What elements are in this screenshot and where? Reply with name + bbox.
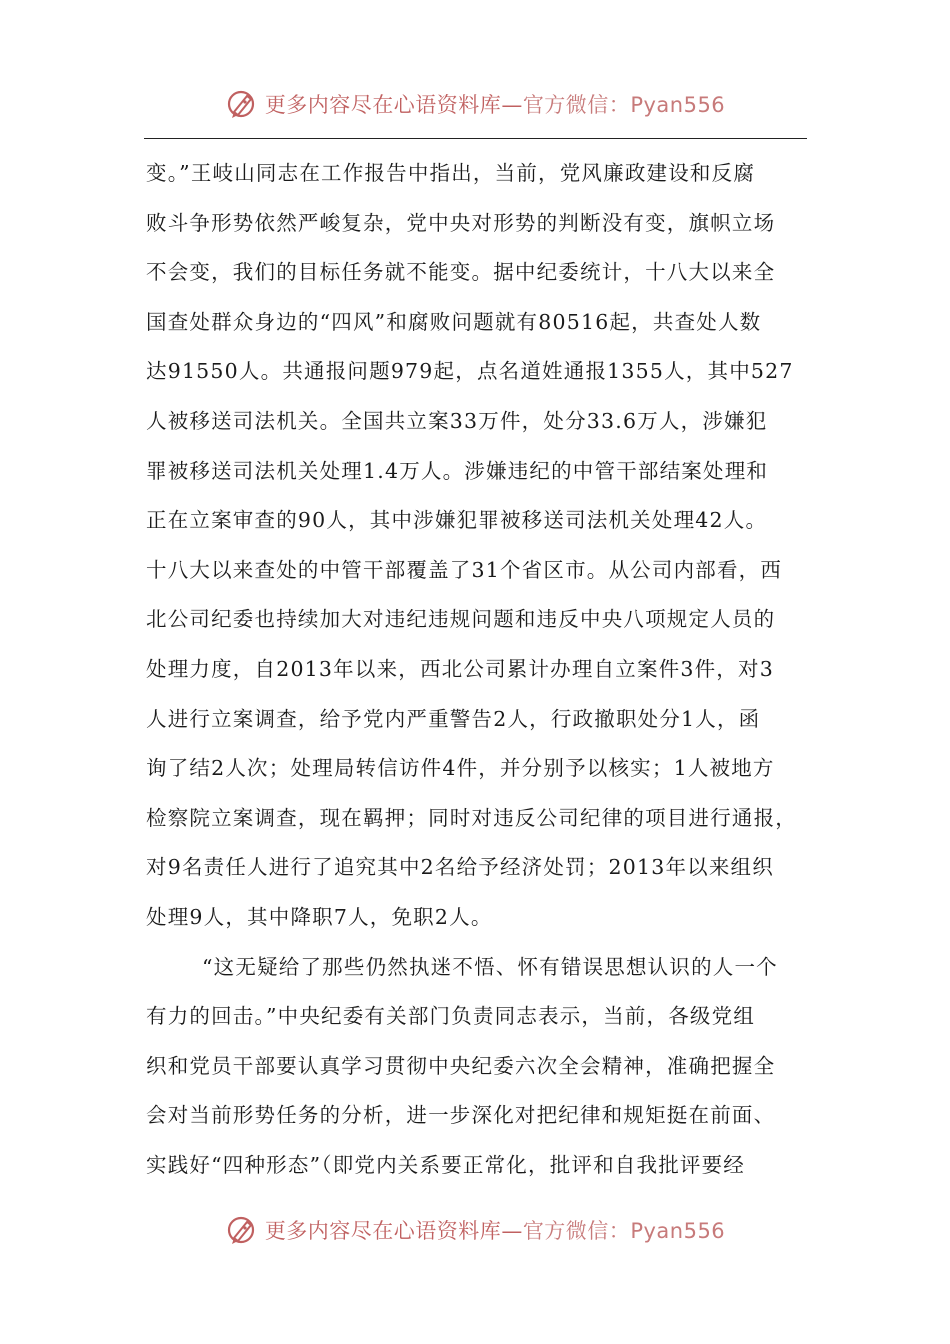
banner-prefix: 更多内容尽在心语资料库 <box>264 1219 502 1243</box>
text-line: 变。”王岐山同志在工作报告中指出，当前，党风廉政建设和反腐 <box>146 161 756 185</box>
banner-wechat-id: Pyan556 <box>630 1219 726 1243</box>
text-line: 达91550人。共通报问题979起，点名道姓通报1355人，其中527 <box>146 359 794 384</box>
banner-wechat-id: Pyan556 <box>630 93 726 117</box>
banner-dash: — <box>501 1219 523 1243</box>
text-line: 织和党员干部要认真学习贯彻中央纪委六次全会精神，准确把握全 <box>146 1053 776 1078</box>
text-line: 正在立案审查的90人，其中涉嫌犯罪被移送司法机关处理42人。 <box>146 508 768 533</box>
banner-text <box>265 1215 725 1245</box>
banner-dash: — <box>501 93 523 117</box>
header-divider <box>144 138 807 139</box>
text-line: 国查处群众身边的“四风”和腐败问题就有80516起，共查处人数 <box>146 309 762 334</box>
text-line: 人进行立案调查，给予党内严重警告2人，行政撤职处分1人，函 <box>146 706 761 731</box>
text-line: 罪被移送司法机关处理1.4万人。涉嫌违纪的中管干部结案处理和 <box>146 458 769 483</box>
header-banner <box>0 82 950 126</box>
banner-wechat-label: 官方微信： <box>522 93 631 117</box>
document-body <box>146 149 811 1190</box>
banner-text <box>265 89 725 119</box>
text-line: 询了结2人次；处理局转信访件4件，并分别予以核实；1人被地方 <box>146 756 775 781</box>
text-line: 处理9人，其中降职7人，免职2人。 <box>146 904 493 929</box>
banner-prefix: 更多内容尽在心语资料库 <box>264 93 502 117</box>
text-line: 检察院立案调查，现在羁押；同时对违反公司纪律的项目进行通报， <box>146 805 797 830</box>
text-line: 实践好“四种形态”（即党内关系要正常化，批评和自我批评要经 <box>146 1152 746 1177</box>
pen-nib-logo-icon <box>225 87 259 121</box>
text-line: 不会变，我们的目标任务就不能变。据中纪委统计，十八大以来全 <box>146 260 776 285</box>
text-line: 败斗争形势依然严峻复杂，党中央对形势的判断没有变，旗帜立场 <box>146 210 776 235</box>
text-line: 十八大以来查处的中管干部覆盖了31个省区市。从公司内部看，西 <box>146 557 783 582</box>
pen-nib-logo-icon <box>225 1213 259 1247</box>
text-line: 人被移送司法机关。全国共立案33万件，处分33.6万人，涉嫌犯 <box>146 408 768 433</box>
text-line: 对9名责任人进行了追究其中2名给予经济处罚；2013年以来组织 <box>146 855 774 880</box>
banner-wechat-label: 官方微信： <box>522 1219 631 1243</box>
text-line: 处理力度，自2013年以来，西北公司累计办理自立案件3件，对3 <box>146 656 774 681</box>
text-line: 有力的回击。”中央纪委有关部门负责同志表示，当前，各级党组 <box>146 1004 756 1029</box>
footer-banner <box>0 1208 950 1252</box>
paragraph-start-line: “这无疑给了那些仍然执迷不悟、怀有错误思想认识的人一个 <box>202 954 778 979</box>
text-line: 北公司纪委也持续加大对违纪违规问题和违反中央八项规定人员的 <box>146 607 776 632</box>
text-line: 会对当前形势任务的分析，进一步深化对把纪律和规矩挺在前面、 <box>146 1103 776 1128</box>
